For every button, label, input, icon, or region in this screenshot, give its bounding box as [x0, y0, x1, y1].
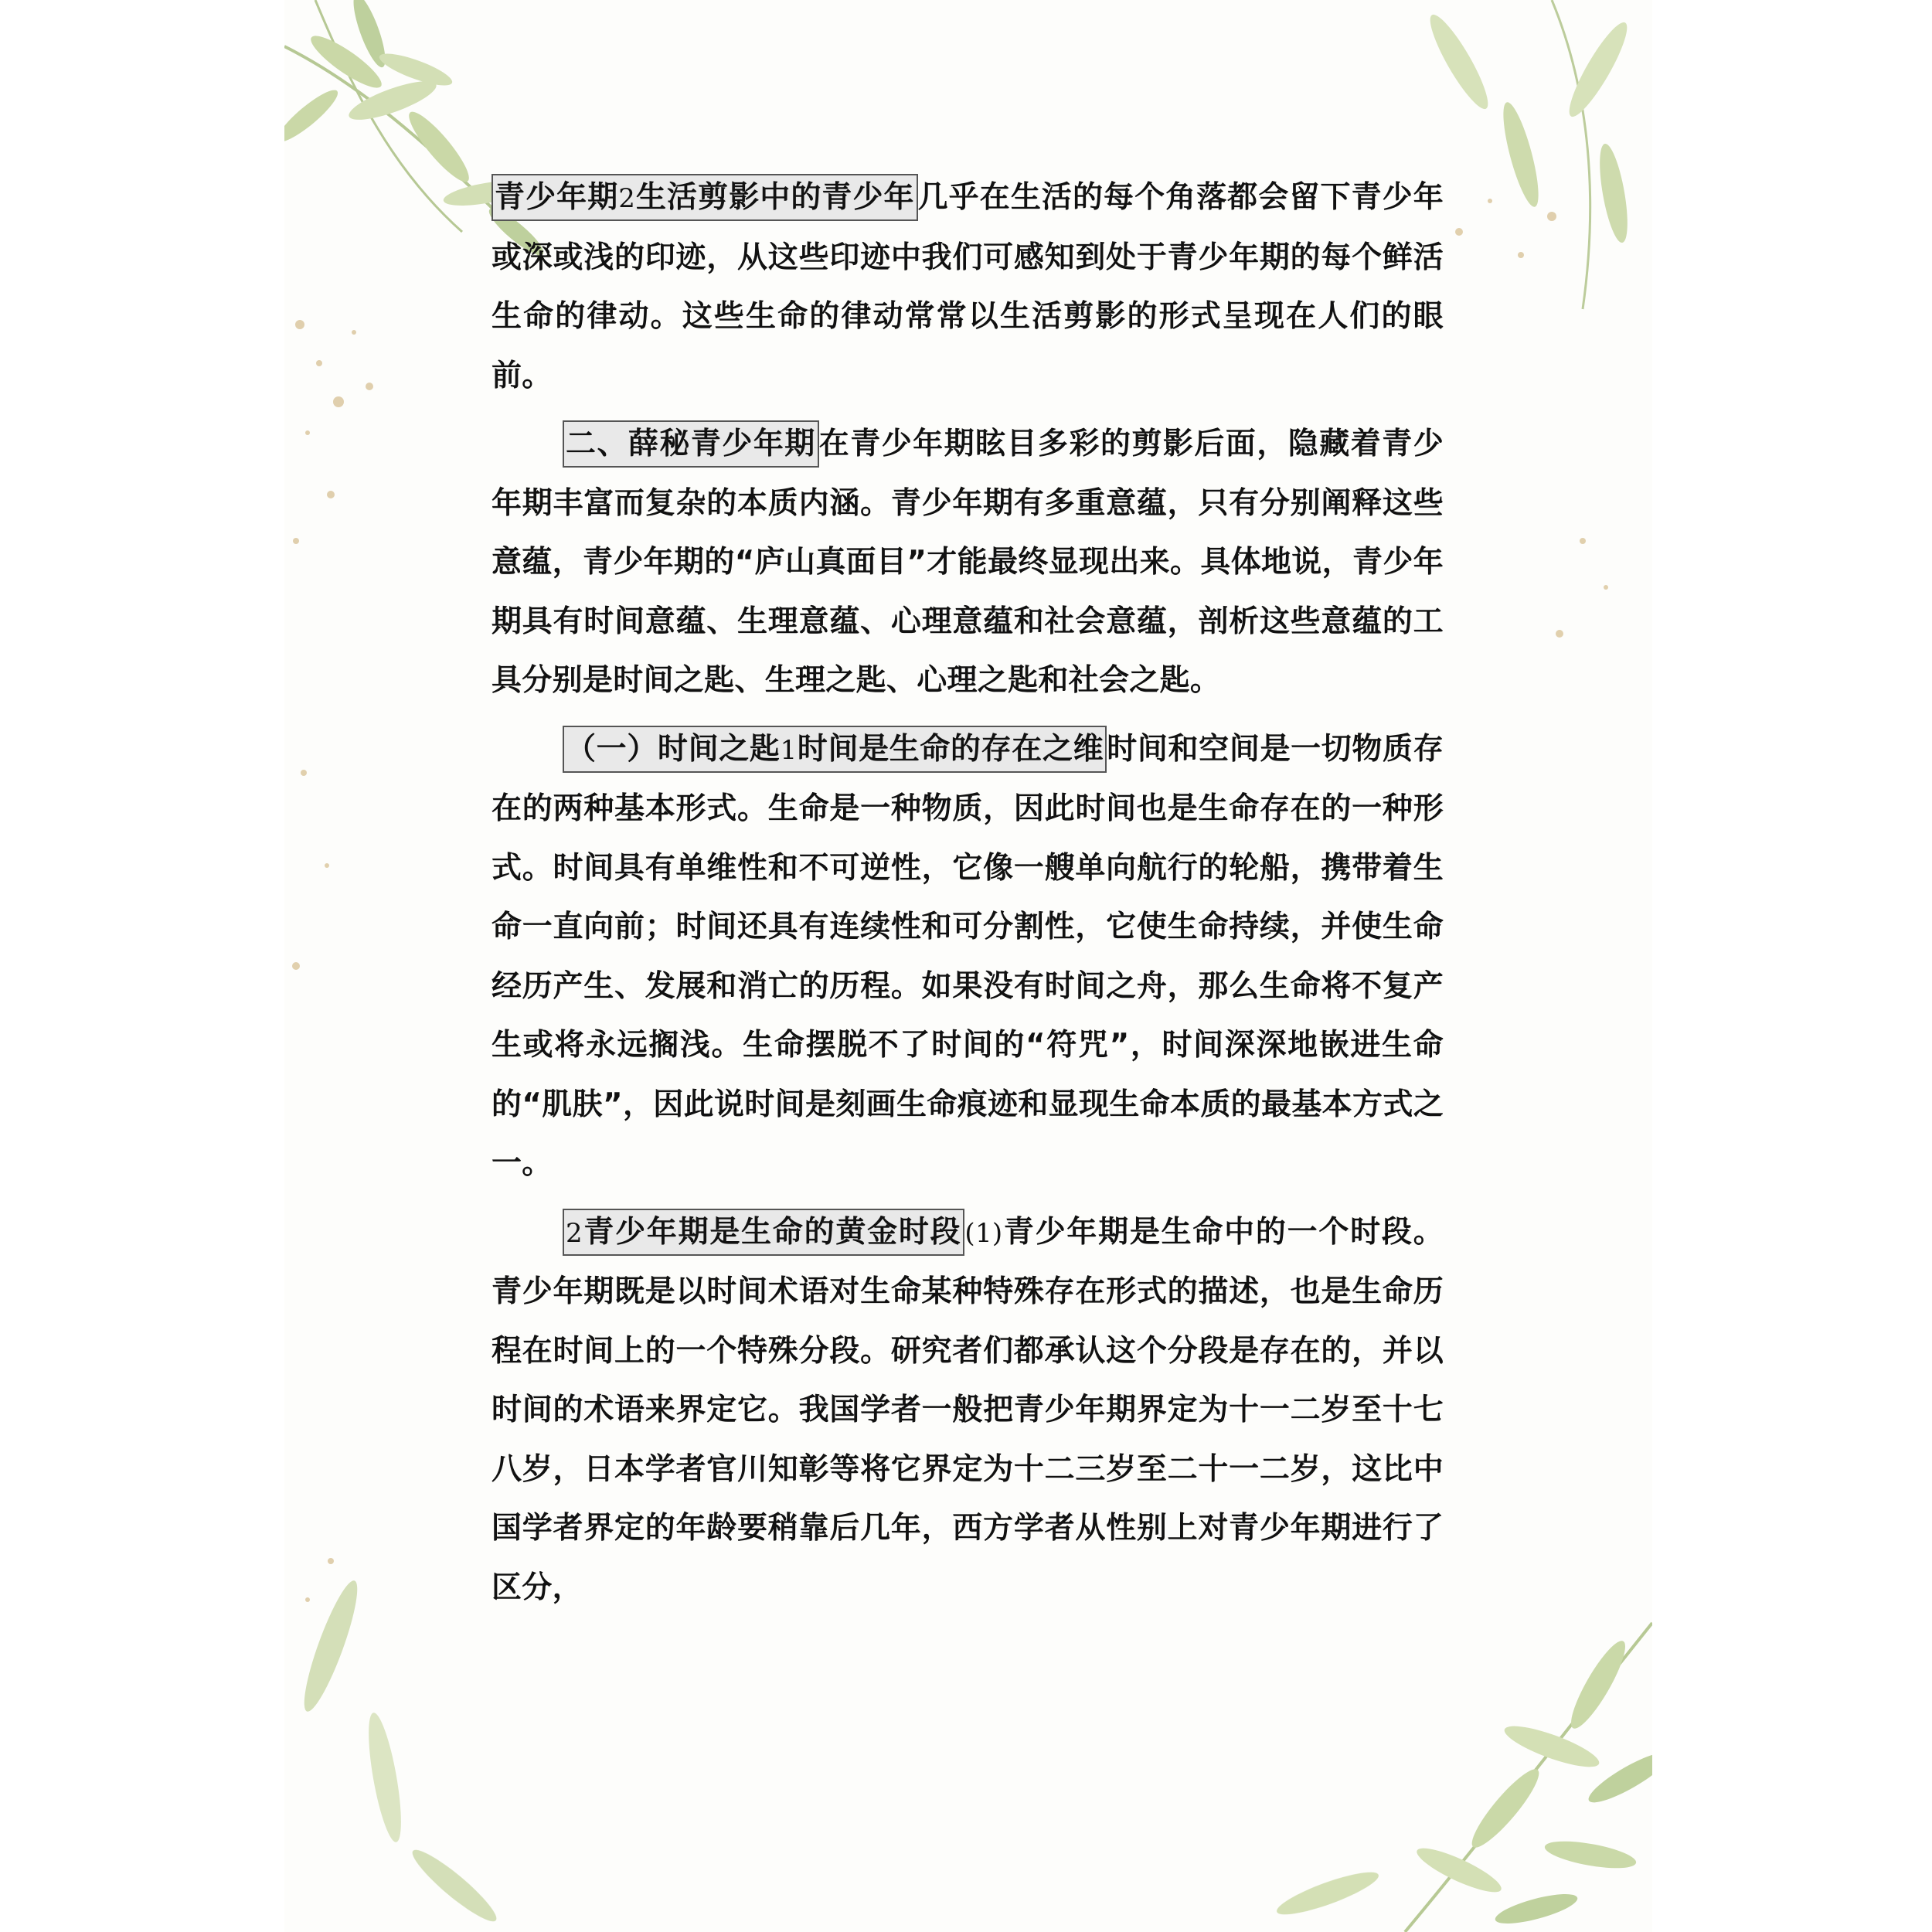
document-page [284, 0, 1652, 1932]
section-heading-3: （一）时间之匙1时间是生命的存在之维 [563, 726, 1107, 773]
subpoint-number: (1) [964, 1217, 1003, 1249]
paragraph-2 [492, 415, 1444, 711]
paragraph-4 [492, 1203, 1444, 1618]
top-right-leaves-icon [1422, 0, 1635, 309]
paragraph-text: 几乎在生活的每个角落都会留下青少年或深或浅的印迹，从这些印迹中我们可感知到处于青少年期的每个鲜活生命的律动。这些生命的律动常常以生活剪影的形式呈现在人们的眼前。 [492, 180, 1444, 393]
document-body [492, 168, 1444, 1627]
paragraph-1 [492, 168, 1444, 406]
left-leaf-icon [295, 1577, 502, 1929]
section-heading-4: 2青少年期是生命的黄金时段 [563, 1209, 964, 1256]
paragraph-text: 时间和空间是一切物质存在的两种基本形式。生命是一种物质，因此时间也是生命存在的一种形式。时间具有单维性和不可逆性，它像一艘单向航行的轮船，携带着生命一直向前；时间还具有连续性和可分割性，它使生命持续，并使生命经历产生、发展和消亡的历程。如果没有时间之舟，那么生命将不复产生或将永远搁浅。生命摆脱不了时间的“符咒”，时间深深地嵌进生命的“肌肤”，因此说时间是刻画生命痕迹和显现生命本质的最基本方式之一。 [492, 731, 1444, 1181]
paragraph-3 [492, 720, 1444, 1194]
paragraph-text: 在青少年期眩目多彩的剪影后面，隐藏着青少年期丰富而复杂的本质内涵。青少年期有多重意蕴，只有分别阐释这些意蕴，青少年期的“庐山真面目”才能最终显现出来。具体地说，青少年期具有时间意蕴、生理意蕴、心理意蕴和社会意蕴，剖析这些意蕴的工具分别是时间之匙、生理之匙、心理之匙和社会之匙。 [492, 427, 1444, 698]
section-heading-1: 青少年期2生活剪影中的青少年 [492, 174, 918, 221]
bottom-right-leaves-icon [1273, 1623, 1652, 1932]
paragraph-text: 青少年期是生命中的一个时段。青少年期既是以时间术语对生命某种特殊存在形式的描述，也是生命历程在时间上的一个特殊分段。研究者们都承认这个分段是存在的，并以时间的术语来界定它。我国学者一般把青少年期界定为十一二岁至十七八岁，日本学者官川知彰等将它界定为十二三岁至二十一二岁，这比中国学者界定的年龄要稍靠后几年，西方学者从性别上对青少年期进行了区分， [492, 1214, 1444, 1605]
section-heading-2: 二、薛秘青少年期 [563, 420, 819, 468]
